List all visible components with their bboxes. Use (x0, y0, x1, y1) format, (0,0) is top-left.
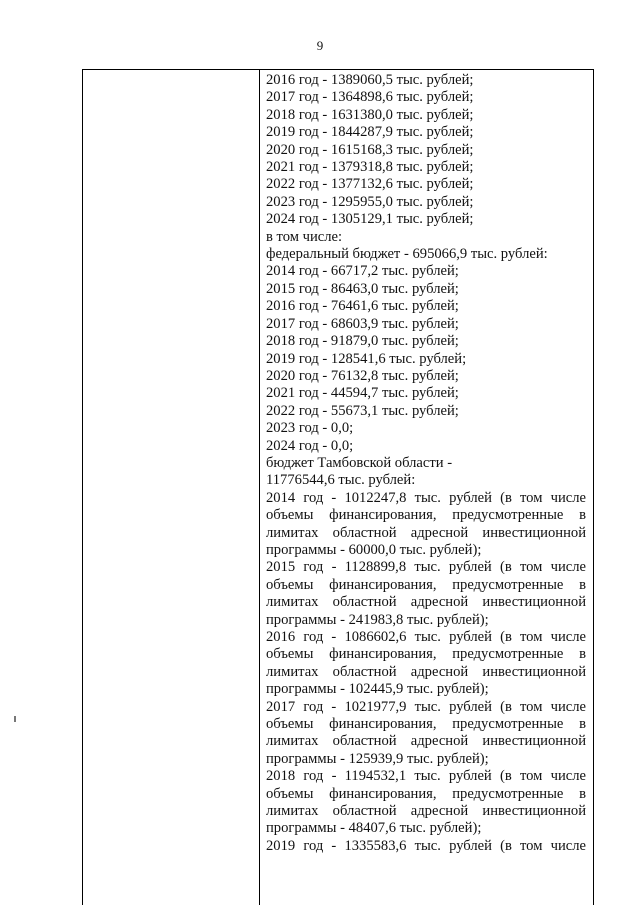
regional-budget-total: 11776544,6 тыс. рублей: (266, 472, 416, 489)
paragraph-line: лимитах областной адресной инвестиционной (266, 803, 586, 820)
paragraph-line: 2017 год - 1021977,9 тыс. рублей (в том числе (266, 698, 586, 715)
paragraph-2018 (266, 768, 586, 838)
budget-line: 2022 год - 1377132,6 тыс. рублей; (266, 176, 474, 193)
paragraph-ending: программы - 102445,9 тыс. рублей); (266, 681, 489, 698)
paragraph-line: 2018 год - 1194532,1 тыс. рублей (в том числе (266, 768, 586, 785)
budget-line: 2019 год - 1844287,9 тыс. рублей; (266, 124, 474, 141)
paragraph-line: объемы финансирования, предусмотренные в (266, 785, 586, 802)
budget-line: 2024 год - 1305129,1 тыс. рублей; (266, 211, 474, 228)
budget-line: 2017 год - 68603,9 тыс. рублей; (266, 315, 459, 332)
budget-line: 2019 год - 128541,6 тыс. рублей; (266, 350, 467, 367)
paragraph-2015 (266, 559, 586, 629)
paragraph-line: 2014 год - 1012247,8 тыс. рублей (в том числе (266, 489, 586, 506)
paragraph-line: лимитах областной адресной инвестиционной (266, 594, 586, 611)
regional-budget-heading: бюджет Тамбовской области - (266, 454, 453, 471)
budget-line: 2022 год - 55673,1 тыс. рублей; (266, 402, 459, 419)
paragraph-line: лимитах областной адресной инвестиционной (266, 663, 586, 680)
budget-line: 2016 год - 1389060,5 тыс. рублей; (266, 72, 474, 88)
paragraph-line: 2015 год - 1128899,8 тыс. рублей (в том числе (266, 559, 586, 576)
budget-line: 2021 год - 44594,7 тыс. рублей; (266, 385, 459, 402)
paragraph-line: объемы финансирования, предусмотренные в (266, 646, 586, 663)
budget-line: 2018 год - 91879,0 тыс. рублей; (266, 333, 459, 350)
table-left-cell (83, 70, 259, 905)
paragraph-ending: программы - 241983,8 тыс. рублей); (266, 611, 489, 628)
paragraph-ending: программы - 60000,0 тыс. рублей); (266, 541, 482, 558)
paragraph-line: 2016 год - 1086602,6 тыс. рублей (в том числе (266, 629, 586, 645)
paragraph-ending: программы - 48407,6 тыс. рублей); (266, 820, 482, 837)
paragraph-line: объемы финансирования, предусмотренные в (266, 576, 586, 593)
paragraph-2017 (266, 699, 586, 769)
budget-line: 2018 год - 1631380,0 тыс. рублей; (266, 106, 474, 123)
paragraph-line: лимитах областной адресной инвестиционной (266, 733, 586, 750)
budget-line: 2017 год - 1364898,6 тыс. рублей; (266, 89, 474, 106)
budget-line: 2024 год - 0,0; (266, 437, 354, 454)
paragraph-line: объемы финансирования, предусмотренные в (266, 716, 586, 733)
federal-budget-total: федеральный бюджет - 695066,9 тыс. рублей: (266, 246, 548, 263)
budget-line: 2016 год - 76461,6 тыс. рублей; (266, 298, 459, 315)
margin-mark (14, 716, 16, 722)
paragraph-ending: программы - 125939,9 тыс. рублей); (266, 750, 489, 767)
column-divider (259, 70, 260, 905)
paragraph-2016 (266, 629, 586, 699)
budget-line: 2023 год - 0,0; (266, 420, 354, 437)
section-heading: в том числе: (266, 228, 343, 245)
budget-line: 2021 год - 1379318,8 тыс. рублей; (266, 159, 474, 176)
budget-line: 2020 год - 1615168,3 тыс. рублей; (266, 141, 474, 158)
page-number: 9 (316, 38, 324, 53)
budget-line: 2020 год - 76132,8 тыс. рублей; (266, 367, 459, 384)
paragraph-line: объемы финансирования, предусмотренные в (266, 507, 586, 524)
document-table (82, 69, 594, 905)
paragraph-line: лимитах областной адресной инвестиционной (266, 524, 586, 541)
paragraph-2019-start: 2019 год - 1335583,6 тыс. рублей (в том числе (266, 837, 586, 854)
table-right-cell (266, 72, 586, 855)
budget-line: 2023 год - 1295955,0 тыс. рублей; (266, 193, 474, 210)
budget-line: 2015 год - 86463,0 тыс. рублей; (266, 280, 459, 297)
paragraph-2014 (266, 490, 586, 560)
budget-line: 2014 год - 66717,2 тыс. рублей; (266, 263, 459, 280)
